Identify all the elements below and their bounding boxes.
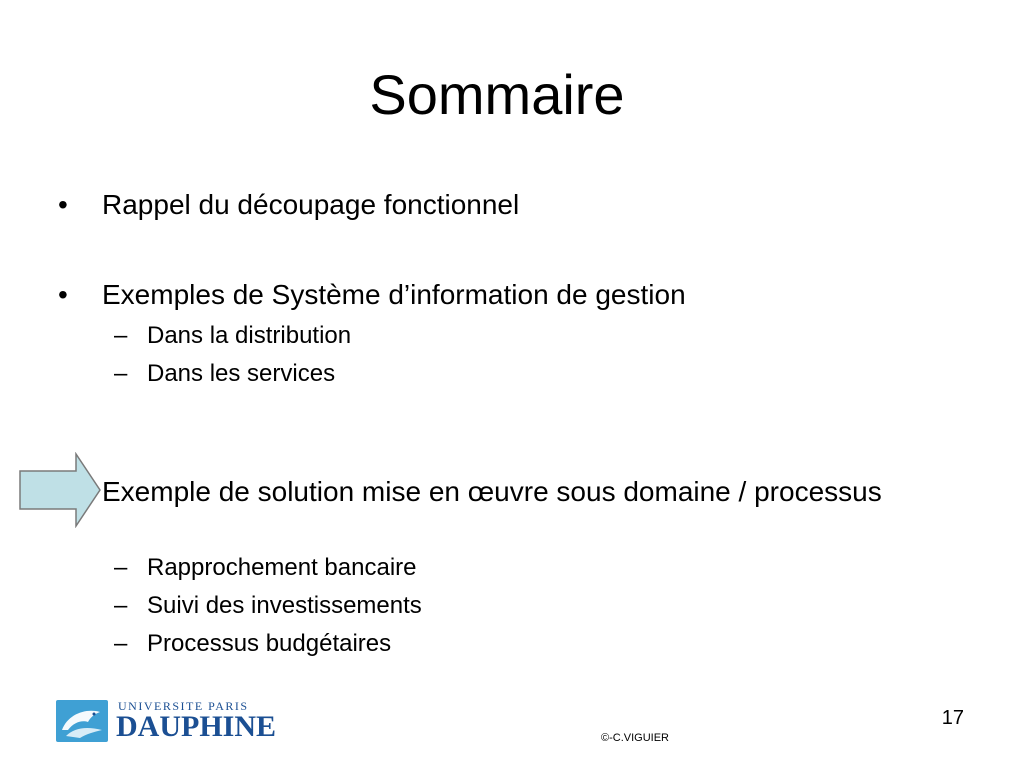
sub-bullet-item: [114, 629, 934, 659]
logo-text-main: DAUPHINE: [116, 710, 277, 743]
dash-marker: –: [114, 554, 128, 581]
sub-bullet-text: Dans les services: [147, 360, 336, 387]
sub-bullet-text: Processus budgétaires: [147, 630, 392, 657]
sub-bullet-text: Rapprochement bancaire: [147, 554, 417, 581]
dash-marker: –: [114, 630, 128, 657]
logo-text-top: UNIVERSITE PARIS: [118, 699, 249, 713]
bullet-item: [58, 188, 938, 222]
copyright-text: ©-C.VIGUIER: [601, 732, 669, 744]
bullet-item: [58, 278, 938, 312]
bullet-marker: •: [58, 189, 68, 220]
bullet-text: Exemples de Système d’information de gestion: [102, 279, 686, 310]
bullet-marker: •: [58, 279, 68, 310]
sub-bullet-item: [114, 359, 934, 389]
sub-bullet-item: [114, 553, 934, 583]
university-logo: [56, 697, 278, 747]
bullet-text: Rappel du découpage fonctionnel: [102, 189, 520, 220]
dash-marker: –: [114, 360, 128, 387]
dolphin-logo-icon: [56, 700, 108, 742]
bullet-item-highlighted: [58, 475, 938, 509]
slide-title: Sommaire: [369, 63, 625, 126]
sub-bullet-text: Suivi des investissements: [147, 592, 422, 619]
sub-bullet-item: [114, 591, 934, 621]
bullet-text: Exemple de solution mise en œuvre sous domaine / processus: [102, 476, 882, 507]
dash-marker: –: [114, 322, 128, 349]
page-number: 17: [941, 707, 964, 729]
sub-bullet-text: Dans la distribution: [147, 322, 352, 349]
dash-marker: –: [114, 592, 128, 619]
sub-bullet-item: [114, 321, 934, 351]
